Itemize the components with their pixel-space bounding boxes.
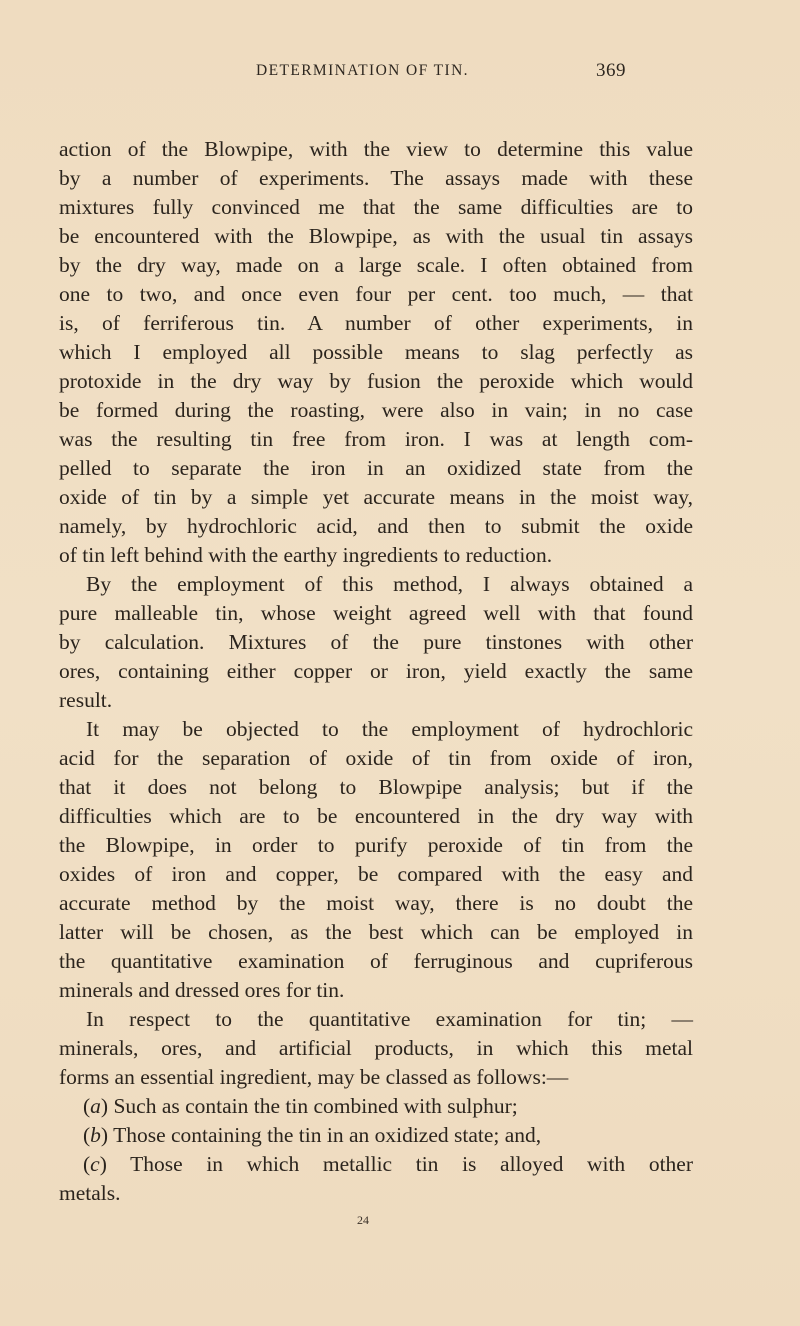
text-line: be formed during the roasting, were also in vain; in no case <box>59 398 693 422</box>
text-line: difficulties which are to be encountered in the dry way with <box>59 804 693 828</box>
list-item-text: Such as contain the tin combined with sulphur; <box>113 1094 518 1118</box>
paragraph-end-line: minerals and dressed ores for tin. <box>59 978 345 1002</box>
body-text <box>59 135 693 1208</box>
text-line: acid for the separation of oxide of tin from oxide of iron, <box>59 746 693 770</box>
text-line: the Blowpipe, in order to purify peroxide of tin from the <box>59 833 693 857</box>
running-title: DETERMINATION OF TIN. <box>256 62 469 79</box>
text-line: pure malleable tin, whose weight agreed well with that found <box>59 601 693 625</box>
text-line: by calculation. Mixtures of the pure tinstones with other <box>59 630 693 654</box>
paragraph-end-line: of tin left behind with the earthy ingredients to reduction. <box>59 543 553 567</box>
text-line: latter will be chosen, as the best which can be employed in <box>59 920 693 944</box>
text-line: by a number of experiments. The assays made with these <box>59 166 693 190</box>
list-item-c: (c) Those in which metallic tin is alloyed with other <box>83 1152 693 1176</box>
text-line: oxide of tin by a simple yet accurate means in the moist way, <box>59 485 693 509</box>
paragraph-end-line: result. <box>59 688 113 712</box>
text-line: namely, by hydrochloric acid, and then to submit the oxide <box>59 514 693 538</box>
text-line: mixtures fully convinced me that the same difficulties are to <box>59 195 693 219</box>
paragraph-start-line: In respect to the quantitative examination for tin; — <box>86 1007 693 1031</box>
text-line: one to two, and once even four per cent. too much, — that <box>59 282 693 306</box>
text-line: that it does not belong to Blowpipe analysis; but if the <box>59 775 693 799</box>
text-line: oxides of iron and copper, be compared with the easy and <box>59 862 693 886</box>
text-line: pelled to separate the iron in an oxidized state from the <box>59 456 693 480</box>
text-line: was the resulting tin free from iron. I was at length com- <box>59 427 693 451</box>
page-number: 369 <box>596 60 626 81</box>
list-item-b: (b) Those containing the tin in an oxidized state; and, <box>83 1123 542 1147</box>
text-line: which I employed all possible means to slag perfectly as <box>59 340 693 364</box>
text-line: ores, containing either copper or iron, yield exactly the same <box>59 659 693 683</box>
list-label: c <box>90 1152 100 1176</box>
list-item-text: Those containing the tin in an oxidized state; and, <box>113 1123 542 1147</box>
text-line: the quantitative examination of ferruginous and cupriferous <box>59 949 693 973</box>
paragraph-start-line: By the employment of this method, I always obtained a <box>86 572 693 596</box>
paragraph-end-line: metals. <box>59 1181 121 1205</box>
text-line: be encountered with the Blowpipe, as with the usual tin assays <box>59 224 693 248</box>
list-label: a <box>90 1094 101 1118</box>
list-item-a: (a) Such as contain the tin combined with sulphur; <box>83 1094 518 1118</box>
text-line: by the dry way, made on a large scale. I often obtained from <box>59 253 693 277</box>
paragraph-start-line: It may be objected to the employment of hydrochloric <box>86 717 693 741</box>
signature-mark: 24 <box>357 1213 369 1227</box>
list-label: b <box>90 1123 101 1147</box>
text-line: minerals, ores, and artificial products, in which this metal <box>59 1036 693 1060</box>
text-line: protoxide in the dry way by fusion the peroxide which would <box>59 369 693 393</box>
paragraph-end-line: forms an essential ingredient, may be classed as follows:— <box>59 1065 569 1089</box>
text-line: accurate method by the moist way, there is no doubt the <box>59 891 693 915</box>
list-item-text: Those in which metallic tin is alloyed with other <box>130 1152 693 1176</box>
text-line: action of the Blowpipe, with the view to determine this value <box>59 137 693 161</box>
running-head <box>0 62 800 86</box>
text-line: is, of ferriferous tin. A number of other experiments, in <box>59 311 693 335</box>
